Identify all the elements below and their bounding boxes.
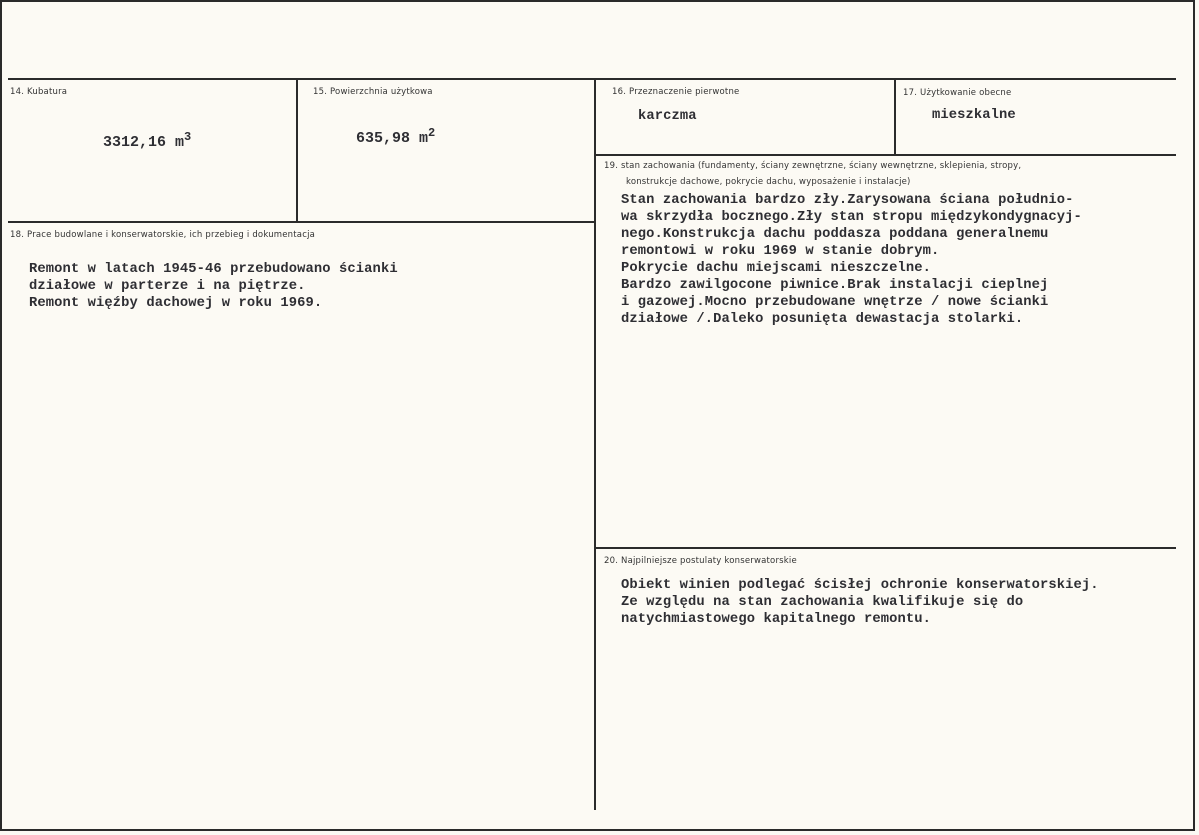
- field-15-value: [356, 126, 435, 147]
- field-15-label: 15. Powierzchnia użytkowa: [313, 87, 433, 97]
- center-divider: [594, 80, 596, 810]
- field-14-label: 14. Kubatura: [10, 87, 68, 97]
- field-17-value: mieszkalne: [932, 108, 1016, 123]
- field-16-label: 16. Przeznaczenie pierwotne: [612, 87, 740, 97]
- field-19-label-line1: 19. stan zachowania (fundamenty, ściany zewnętrzne, ściany wewnętrzne, sklepienia, stropy,: [604, 161, 1022, 171]
- text-line: nego.Konstrukcja dachu poddasza poddana generalnemu: [621, 227, 1049, 242]
- area-unit: m: [419, 130, 429, 147]
- field-14-value: [103, 130, 191, 151]
- field-19-label-line2: konstrukcje dachowe, pokrycie dachu, wyposażenie i instalacje): [626, 177, 911, 187]
- kubatura-unit: m: [175, 134, 185, 151]
- text-line: i gazowej.Mocno przebudowane wnętrze / nowe ścianki: [621, 295, 1049, 310]
- field-20-label: 20. Najpilniejsze postulaty konserwatorskie: [604, 556, 797, 566]
- top-rule: [8, 78, 1176, 80]
- field-18-label: 18. Prace budowlane i konserwatorskie, ich przebieg i dokumentacja: [10, 230, 316, 240]
- text-line: natychmiastowego kapitalnego remontu.: [621, 612, 932, 627]
- rule-under-16-17: [596, 154, 1176, 156]
- area-number: 635,98: [356, 130, 411, 147]
- field-16-value: karczma: [638, 109, 697, 124]
- text-line: Remont więźby dachowej w roku 1969.: [29, 296, 323, 311]
- field-17-label: 17. Użytkowanie obecne: [903, 88, 1012, 98]
- area-exponent: 2: [428, 126, 436, 140]
- divider-14-15: [296, 80, 298, 222]
- text-line: Bardzo zawilgocone piwnice.Brak instalacji cieplnej: [621, 278, 1049, 293]
- rule-under-14-15: [8, 221, 595, 223]
- kubatura-number: 3312,16: [103, 134, 167, 151]
- text-line: Obiekt winien podlegać ścisłej ochronie konserwatorskiej.: [621, 578, 1099, 593]
- text-line: Remont w latach 1945-46 przebudowano ścianki: [29, 262, 398, 277]
- text-line: Stan zachowania bardzo zły.Zarysowana ściana południo-: [621, 193, 1074, 208]
- text-line: Pokrycie dachu miejscami nieszczelne.: [621, 261, 932, 276]
- divider-16-17: [894, 80, 896, 154]
- text-line: Ze względu na stan zachowania kwalifikuje się do: [621, 595, 1024, 610]
- kubatura-exponent: 3: [184, 130, 192, 144]
- text-line: wa skrzydła bocznego.Zły stan stropu międzykondygnacyj-: [621, 210, 1082, 225]
- text-line: działowe w parterze i na piętrze.: [29, 279, 306, 294]
- rule-above-20: [596, 547, 1176, 549]
- text-line: działowe /.Daleko posunięta dewastacja stolarki.: [621, 312, 1024, 327]
- text-line: remontowi w roku 1969 w stanie dobrym.: [621, 244, 940, 259]
